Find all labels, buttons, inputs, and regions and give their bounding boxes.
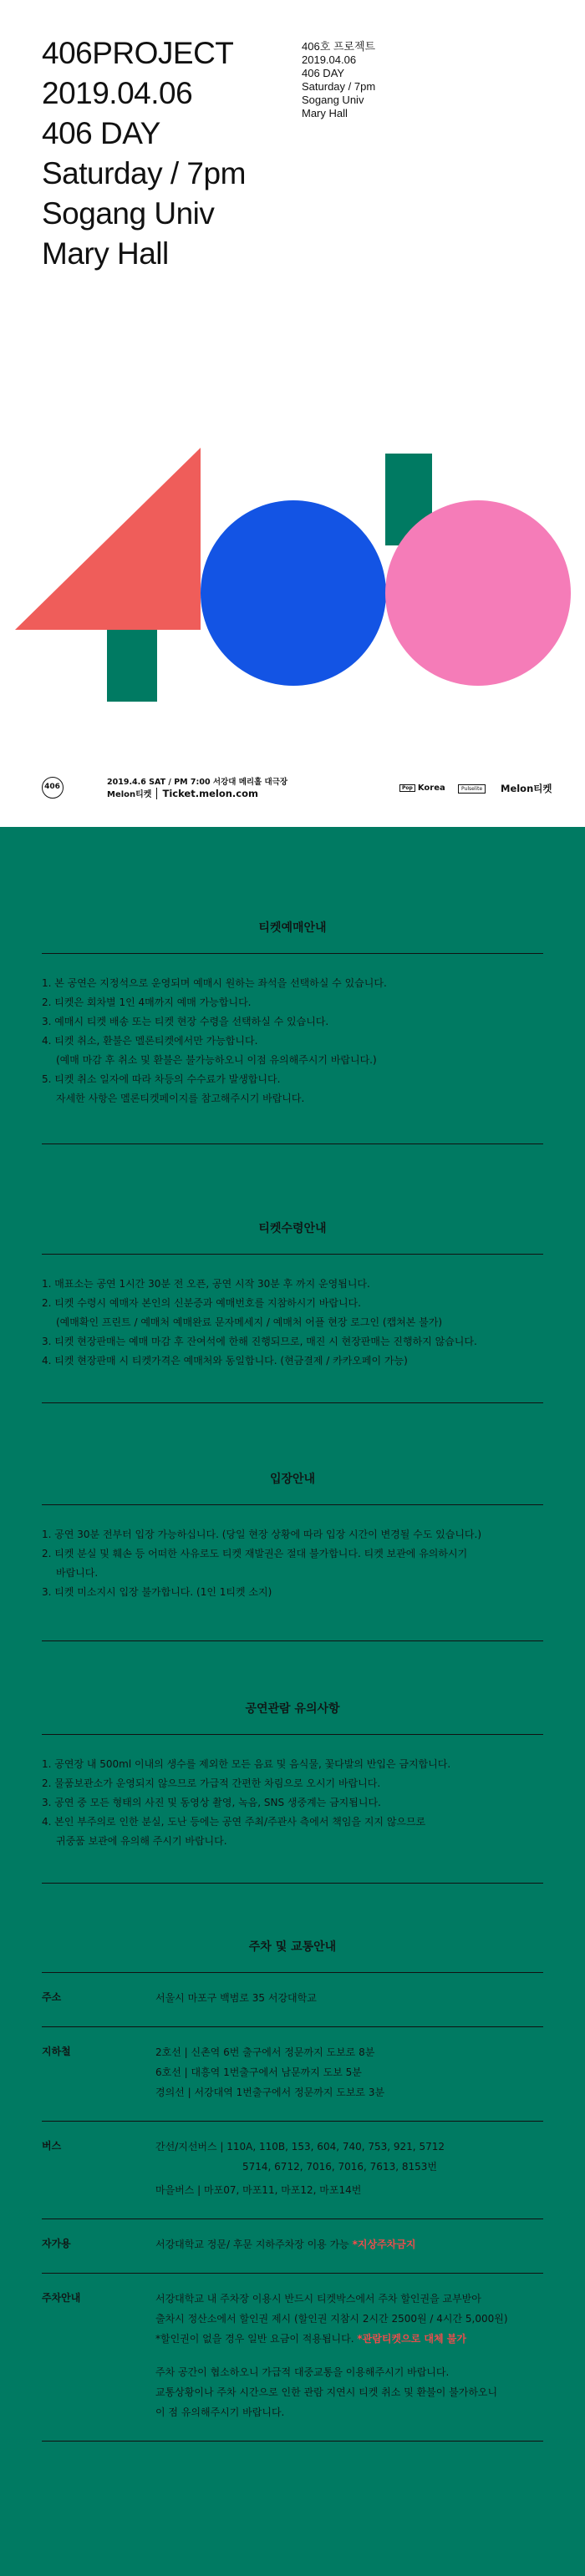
list-item: 2. 물품보관소가 운영되지 않으므로 가급적 간편한 차림으로 오시기 바랍니다. [42, 1777, 381, 1789]
row-value: 경의선 | 서강대역 1번출구에서 정문까지 도보로 3분 [155, 2087, 385, 2098]
row-value: *할인권이 없을 경우 일반 요금이 적용됩니다. [155, 2333, 354, 2345]
sponsor-logo: Melon티켓 [501, 783, 552, 794]
pink-circle-shape [385, 500, 571, 686]
list-item: 3. 티켓 미소지시 입장 불가합니다. (1인 1티켓 소지) [42, 1586, 272, 1598]
green-block-shape [107, 630, 157, 702]
warning-text: *관람티켓으로 대체 불가 [357, 2333, 466, 2345]
section-list [42, 1505, 543, 1602]
section-etiquette [42, 1683, 543, 1884]
section-title: 공연관람 유의사항 [42, 1683, 543, 1735]
title-line: 406호 프로젝트 [302, 40, 376, 53]
list-item: 5. 티켓 취소 일자에 따라 차등의 수수료가 발생합니다. [42, 1073, 281, 1085]
section-title: 입장안내 [42, 1453, 543, 1505]
row-label: 버스 [42, 2122, 155, 2219]
section-title: 주차 및 교통안내 [42, 1921, 543, 1973]
list-item: 4. 본인 부주의로 인한 분실, 도난 등에는 공연 주최/주관사 측에서 책임을 지지 않으므로 [42, 1816, 426, 1828]
list-item: 2. 티켓은 회차별 1인 4매까지 예매 가능합니다. [42, 996, 252, 1008]
list-item: (예매 마감 후 취소 및 환불은 불가능하오니 이점 유의해주시기 바랍니다.) [56, 1054, 377, 1066]
list-item: 3. 예매시 티켓 배송 또는 티켓 현장 수령을 선택하실 수 있습니다. [42, 1016, 329, 1027]
section-list [42, 954, 543, 1108]
blue-circle-shape [201, 500, 386, 686]
sponsor-logo: Pulselite [458, 784, 486, 794]
title-line: 406PROJECT [42, 36, 234, 70]
list-item: 1. 공연장 내 500ml 이내의 생수를 제외한 모든 음료 및 음식물, 꽃다발의 반입은 금지합니다. [42, 1758, 451, 1770]
title-line: 2019.04.06 [42, 76, 193, 110]
section-title: 티켓수령안내 [42, 1203, 543, 1255]
row-value: 서강대학교 정문/ 후문 지하주차장 이용 가능 [155, 2239, 349, 2250]
title-line: Mary Hall [302, 107, 348, 119]
sponsor-logo: Pop Korea [399, 783, 445, 793]
row-value: 교통상황이나 주차 시간으로 인한 관람 지연시 티켓 취소 및 환불이 불가하오니 [155, 2386, 498, 2398]
row-label: 자가용 [42, 2219, 155, 2274]
title-line: 406 DAY [302, 67, 345, 79]
ticket-site: Ticket.melon.com [156, 788, 258, 799]
table-row [42, 2027, 543, 2122]
section-list [42, 1255, 543, 1371]
list-item: 1. 공연 30분 전부터 입장 가능하십니다. (당일 현장 상황에 따라 입장 시간이 변경될 수도 있습니다.) [42, 1529, 482, 1540]
table-row [42, 2122, 543, 2219]
info-area [0, 827, 585, 2576]
section-entry [42, 1453, 543, 1641]
table-row [42, 2274, 543, 2442]
section-ticket-pickup [42, 1203, 543, 1403]
table-row [42, 1973, 543, 2027]
row-value: 서울시 마포구 백범로 35 서강대학교 [155, 1992, 317, 2004]
title-line: 406 DAY [42, 116, 160, 150]
list-item: 1. 매표소는 공연 1시간 30분 전 오픈, 공연 시작 30분 후 까지 운영됩니다. [42, 1278, 370, 1290]
ticket-info [107, 787, 258, 799]
list-item: 자세한 사항은 멜론티켓페이지를 참고해주시기 바랍니다. [56, 1093, 305, 1104]
title-line: Sogang Univ [42, 196, 215, 231]
section-list [42, 1735, 543, 1851]
ticket-label: Melon티켓 [107, 790, 152, 799]
list-item: 4. 티켓 취소, 환불은 멜론티켓에서만 가능합니다. [42, 1035, 258, 1047]
list-item: 3. 공연 중 모든 형태의 사진 및 동영상 촬영, 녹음, SNS 생중계는 금지됩니다. [42, 1797, 381, 1808]
list-item: (예매확인 프린트 / 예매처 예매완료 문자메세지 / 예매처 어플 현장 로그인 (캡쳐본 불가) [56, 1316, 443, 1328]
section-ticket-reservation [42, 902, 543, 1144]
row-label: 지하철 [42, 2027, 155, 2122]
title-line: 2019.04.06 [302, 53, 357, 66]
title-line: Saturday / 7pm [302, 80, 376, 93]
list-item: 4. 티켓 현장판매 시 티켓가격은 예매처와 동일합니다. (현금결제 / 카카오페이 가능) [42, 1355, 408, 1367]
red-triangle-shape [15, 448, 201, 630]
event-info: 2019.4.6 SAT / PM 7:00 서강대 메리홀 대극장 [107, 778, 288, 787]
warning-text: *지상주차금지 [352, 2239, 416, 2250]
row-value: 서강대학교 내 주차장 이용시 반드시 티켓박스에서 주차 할인권을 교부받아 [155, 2293, 481, 2305]
title-line: Sogang Univ [302, 94, 364, 106]
list-item: 1. 본 공연은 지정석으로 운영되며 예매시 원하는 좌석을 선택하실 수 있습니다. [42, 977, 387, 989]
list-item: 3. 티켓 현장판매는 예매 마감 후 잔여석에 한해 진행되므로, 매진 시 현장판매는 진행하지 않습니다. [42, 1336, 477, 1347]
title-line: Saturday / 7pm [42, 156, 246, 190]
row-label: 주차안내 [42, 2274, 155, 2442]
row-value: 출차시 정산소에서 할인권 제시 (할인권 지참시 2시간 2500원 / 4시간 5,000원) [155, 2313, 508, 2325]
list-item: 2. 티켓 분실 및 훼손 등 어떠한 사유로도 티켓 재발권은 절대 불가합니다. 티켓 보관에 유의하시기 [42, 1548, 468, 1559]
row-value: 2호선 | 신촌역 6번 출구에서 정문까지 도보로 8분 [155, 2046, 375, 2058]
emblem-icon: 406 [42, 777, 64, 799]
list-item: 귀중품 보관에 유의해 주시기 바랍니다. [56, 1835, 227, 1847]
406-artwork [0, 434, 585, 735]
list-item: 2. 티켓 수령시 예매자 본인의 신분증과 예매번호를 지참하시기 바랍니다. [42, 1297, 361, 1309]
table-row [42, 2219, 543, 2274]
row-value: 6호선 | 대흥역 1번출구에서 남문까지 도보 5분 [155, 2066, 362, 2078]
list-item: 바랍니다. [56, 1567, 99, 1579]
poster [0, 0, 585, 827]
row-value: 마을버스 | 마포07, 마포11, 마포12, 마포14번 [155, 2184, 362, 2196]
row-value: 주차 공간이 협소하오니 가급적 대중교통을 이용해주시기 바랍니다. [155, 2366, 450, 2378]
title-line: Mary Hall [42, 236, 169, 271]
row-value: 간선/지선버스 | 110A, 110B, 153, 604, 740, 753, 921, 5712 [155, 2141, 445, 2153]
poster-title-large [42, 33, 292, 274]
row-value: 5714, 6712, 7016, 7016, 7613, 8153번 [242, 2161, 437, 2173]
row-label: 주소 [42, 1973, 155, 2027]
section-transport [42, 1921, 543, 2442]
poster-title-small [302, 40, 435, 120]
row-value: 이 점 유의해주시기 바랍니다. [155, 2406, 285, 2418]
transport-table [42, 1973, 543, 2442]
section-title: 티켓예매안내 [42, 902, 543, 954]
poster-footer [0, 770, 585, 812]
